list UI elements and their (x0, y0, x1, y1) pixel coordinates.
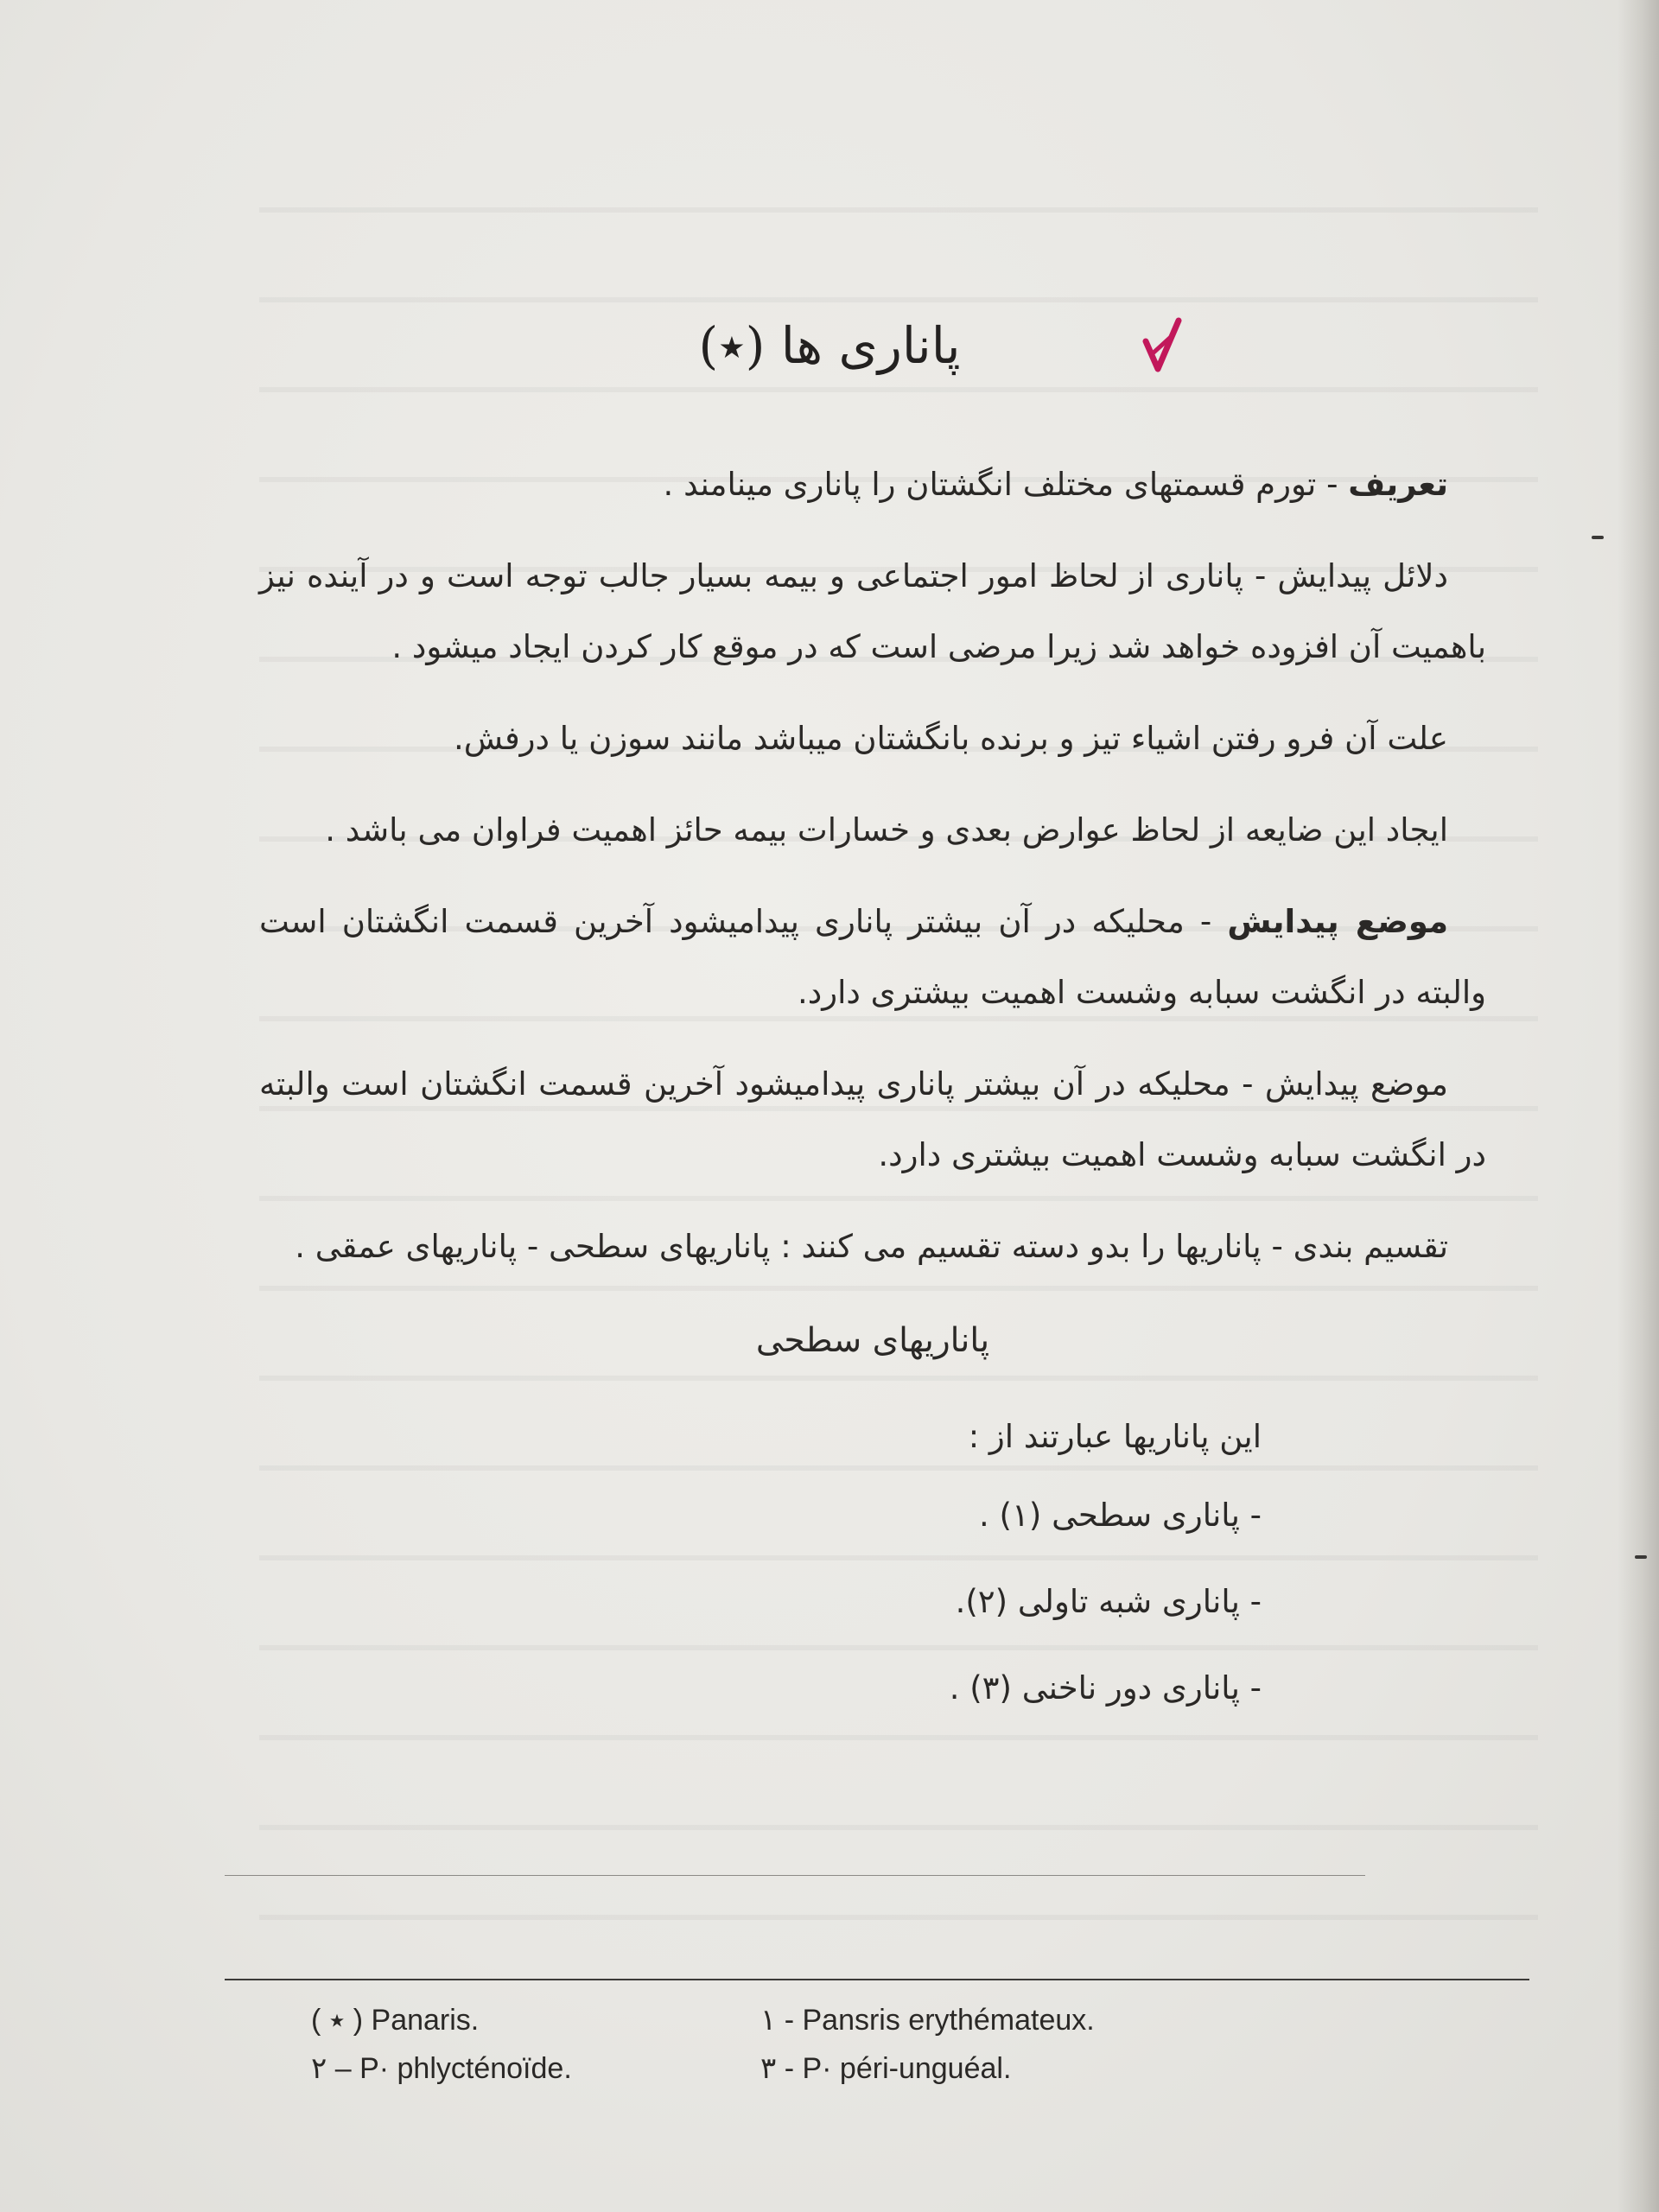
paragraph-cause: علت آن فرو رفتن اشیاء تیز و برنده بانگشتان میباشد مانند سوزن یا درفش. (454, 720, 1448, 757)
paragraph-location: موضع پیدایش - محلیکه در آن بیشتر پاناری پیدامیشود آخرین قسمت انگشتان است والبته در انگشت سبابه وشست اهمیت بیشتری دارد. (259, 1065, 1486, 1173)
document-body (259, 449, 1486, 1732)
paragraph-term: موضع پیدایش (1227, 903, 1448, 940)
title-row (0, 302, 1659, 389)
footnote-row (311, 1996, 1331, 2044)
paragraph-classification: تقسیم بندی - پاناریها را بدو دسته تقسیم می کنند : پاناریهای سطحی - پاناریهای عمقی . (295, 1228, 1448, 1265)
footnote-row (311, 2044, 1331, 2093)
paragraph-term: تعریف (1348, 466, 1448, 503)
list-item: - پاناری دور ناخنی (٣) . (949, 1669, 1262, 1707)
list-item: - پاناری شبه تاولی (٢). (955, 1583, 1262, 1620)
panaris-list (259, 1472, 1486, 1732)
margin-speck (1635, 1555, 1647, 1559)
paragraph-importance: ایجاد این ضایعه از لحاظ عوارض بعدی و خسارات بیمه حائز اهمیت فراوان می باشد . (325, 811, 1448, 849)
list-intro: این پاناریها عبارتند از : (968, 1418, 1262, 1455)
list-item: - پاناری سطحی (١) . (979, 1497, 1262, 1534)
section-heading: پاناریهای سطحی (755, 1321, 990, 1360)
footnote-two: ٢ – P· phlycténoïde. (311, 2052, 572, 2085)
margin-speck (1592, 536, 1604, 539)
paragraph-definition: تعریف - تورم قسمتهای مختلف انگشتان را پاناری مینامند . (663, 466, 1448, 503)
footnotes (311, 1996, 1331, 2093)
footnote-rule (225, 1979, 1529, 1980)
page-title: پاناری ها (٭) (698, 316, 961, 375)
paragraph-reasons: دلائل پیدایش - پاناری از لحاظ امور اجتماعی و بیمه بسیار جالب توجه است و در آینده نیز باهمیت آن افزوده خواهد شد زیرا مرضی است که در موقع کار کردن ایجاد میشود . (259, 557, 1486, 665)
footnote-three: ٣ - P· péri-unguéal. (760, 2052, 1012, 2085)
check-mark-icon (1141, 315, 1185, 376)
paragraph-microbes: موضع پیدایش - محلیکه در آن بیشتر پاناری پیدامیشود آخرین قسمت انگشتان است والبته در انگشت سبابه وشست اهمیت بیشتری دارد. (259, 903, 1486, 1011)
faint-rule (225, 1875, 1365, 1876)
footnote-one: ١ - Pansris erythémateux. (760, 2004, 1095, 2037)
footnote-star: ( ٭ ) Panaris. (311, 2004, 480, 2037)
